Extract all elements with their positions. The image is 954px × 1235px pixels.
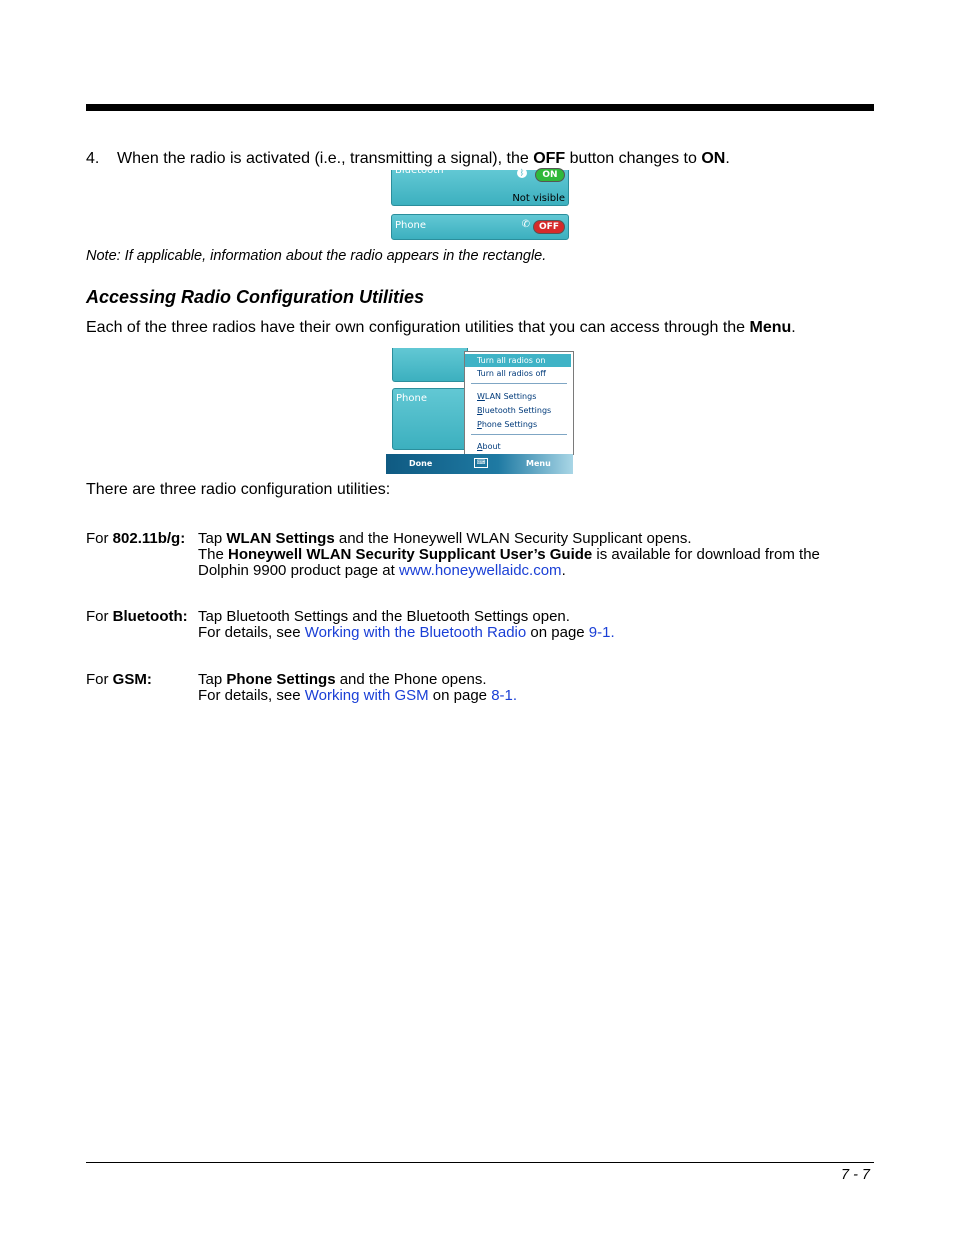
bluetooth-icon: ᛒ xyxy=(517,168,527,178)
phone-panel xyxy=(391,214,569,240)
step-number: 4. xyxy=(86,150,100,167)
desc-text: Dolphin 9900 product page at xyxy=(198,562,399,579)
phone-panel xyxy=(392,388,468,450)
utilities-intro: There are three radio configuration utilities: xyxy=(86,481,391,498)
menu-softkey[interactable]: Menu xyxy=(526,459,551,468)
off-word: OFF xyxy=(533,150,566,167)
menu-item-wlan-settings[interactable] xyxy=(465,390,571,403)
radio-menu-screenshot xyxy=(386,348,573,474)
radio-name: 802.11b/g: xyxy=(112,530,186,547)
for-text: For xyxy=(86,671,113,688)
page-number: 7 - 7 xyxy=(840,1167,870,1183)
bluetooth-line-1: Tap Bluetooth Settings and the Bluetooth Settings open. xyxy=(198,608,570,625)
menu-item-label: LAN Settings xyxy=(484,392,537,401)
desc-text: and the Honeywell WLAN Security Supplicant opens. xyxy=(334,530,692,547)
upper-panel xyxy=(392,348,468,382)
accelerator-key: A xyxy=(477,442,483,451)
desc-text: For details, see xyxy=(198,687,305,704)
footer-rule xyxy=(86,1162,874,1163)
on-word: ON xyxy=(701,150,726,167)
radio-menu xyxy=(464,351,574,455)
desc-text: Tap xyxy=(198,530,227,547)
bluetooth-line-2 xyxy=(198,625,615,641)
wlan-line-1 xyxy=(198,531,692,547)
bluetooth-on-button[interactable]: ON xyxy=(535,168,565,182)
intro-paragraph xyxy=(86,319,796,337)
menu-word: Menu xyxy=(749,319,792,336)
header-rule xyxy=(86,104,874,111)
for-text: For xyxy=(86,608,113,625)
bluetooth-panel xyxy=(391,165,569,206)
desc-text: . xyxy=(610,624,615,641)
section-heading: Accessing Radio Configuration Utilities xyxy=(86,287,425,307)
gsm-line-2 xyxy=(198,688,517,704)
accelerator-key: P xyxy=(477,420,482,429)
menu-item-label: hone Settings xyxy=(481,420,538,429)
step-text: button changes to xyxy=(565,150,702,167)
menu-item-label: luetooth Settings xyxy=(482,406,552,415)
honeywell-website-link[interactable]: www.honeywellaidc.com xyxy=(398,562,562,579)
gsm-page-link[interactable]: 8-1 xyxy=(491,687,513,704)
desc-text: For details, see xyxy=(198,624,305,641)
phone-label: Phone xyxy=(395,220,426,231)
menu-item-turn-all-off[interactable]: Turn all radios off xyxy=(477,369,546,378)
desc-text: . xyxy=(561,562,566,579)
for-text: For xyxy=(86,530,113,547)
phone-icon: ✆ xyxy=(521,219,530,230)
menu-item-turn-all-on[interactable]: Turn all radios on xyxy=(465,354,571,367)
phone-off-button[interactable]: OFF xyxy=(533,220,565,234)
desc-text: . xyxy=(512,687,518,704)
desc-bold: Phone Settings xyxy=(226,671,336,688)
softkey-bar xyxy=(386,454,573,474)
desc-text: The xyxy=(198,546,229,563)
radio-name: Bluetooth: xyxy=(112,608,188,625)
radio-status-screenshot xyxy=(391,165,569,240)
keyboard-icon[interactable]: ⌨ xyxy=(474,458,488,468)
menu-item-phone-settings[interactable] xyxy=(465,418,571,431)
menu-separator xyxy=(471,383,567,384)
phone-label: Phone xyxy=(396,393,427,404)
accelerator-key: W xyxy=(477,392,485,401)
menu-separator xyxy=(471,434,567,435)
step-text: . xyxy=(725,150,730,167)
desc-text: Tap xyxy=(198,671,227,688)
radio-name: GSM: xyxy=(112,671,152,688)
bluetooth-status: Not visible xyxy=(512,193,565,204)
wlan-label xyxy=(86,531,185,547)
desc-bold: Honeywell WLAN Security Supplicant User’s Guide xyxy=(228,546,593,563)
gsm-chapter-link[interactable]: Working with GSM xyxy=(304,687,429,704)
wlan-line-2 xyxy=(198,547,820,563)
bluetooth-label: Bluetooth xyxy=(395,165,444,176)
menu-item-label: bout xyxy=(482,442,501,451)
wlan-line-3 xyxy=(198,563,566,579)
step-text: When the radio is activated (i.e., transmitting a signal), the xyxy=(117,150,534,167)
para-text: Each of the three radios have their own configuration utilities that you can access through the xyxy=(86,319,750,336)
desc-text: and the Phone opens. xyxy=(335,671,487,688)
desc-text: on page xyxy=(428,687,492,704)
menu-item-about[interactable] xyxy=(465,440,571,453)
note: Note: If applicable, information about the radio appears in the rectangle. xyxy=(86,248,547,264)
desc-text: on page xyxy=(526,624,589,641)
desc-text: is available for download from the xyxy=(592,546,820,563)
done-softkey[interactable]: Done xyxy=(409,459,433,468)
para-text: . xyxy=(791,319,796,336)
gsm-row-label xyxy=(86,672,152,688)
accelerator-key: B xyxy=(477,406,483,415)
gsm-line-1 xyxy=(198,672,487,688)
desc-bold: WLAN Settings xyxy=(226,530,335,547)
menu-item-bluetooth-settings[interactable] xyxy=(465,404,571,417)
bluetooth-row-label xyxy=(86,609,188,625)
bluetooth-page-link[interactable]: 9-1 xyxy=(588,624,611,641)
bluetooth-chapter-link[interactable]: Working with the Bluetooth Radio xyxy=(304,624,527,641)
